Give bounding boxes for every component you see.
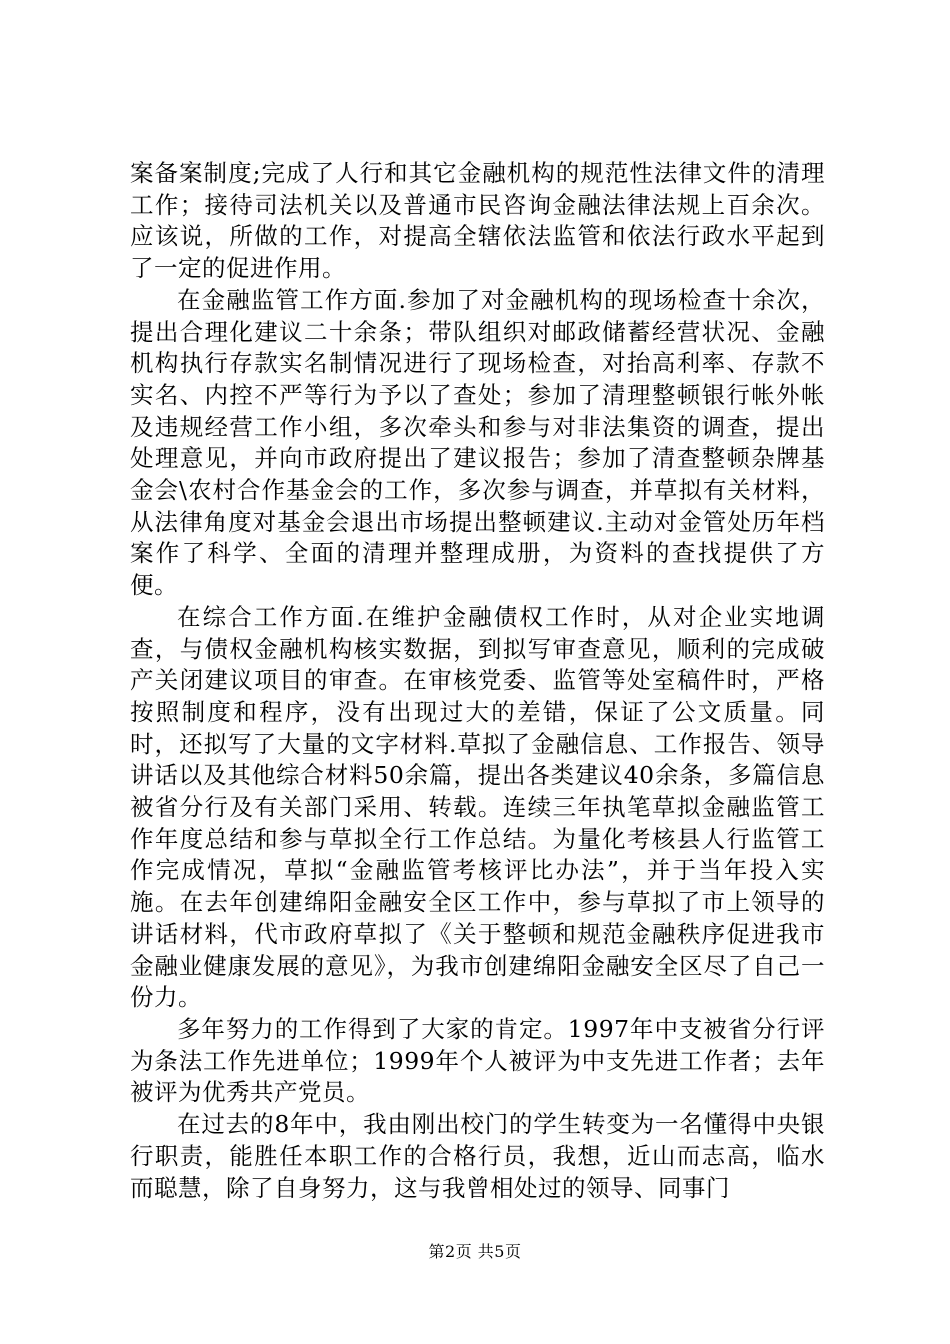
paragraph-continuation: 案备案制度;完成了人行和其它金融机构的规范性法律文件的清理工作；接待司法机关以及普通市民咨询金融法律法规上百余次。应该说，所做的工作，对提高全辖依法监管和依法行政水平起到了一定的促进作用。 [130,159,825,283]
paragraph-reflection: 在过去的8年中，我由刚出校门的学生转变为一名懂得中央银行职责，能胜任本职工作的合格行员，我想，近山而志高，临水而聪慧，除了自身努力，这与我曾相处过的领导、同事门 [130,1110,825,1202]
document-body [130,158,825,1204]
paragraph-financial-supervision: 在金融监管工作方面.参加了对金融机构的现场检查十余次，提出合理化建议二十余条；带队组织对邮政储蓄经营状况、金融机构执行存款实名制情况进行了现场检查，对抬高利率、存款不实名、内控不严等行为予以了查处；参加了清理整顿银行帐外帐及违规经营工作小组，多次牵头和参与对非法集资的调查，提出处理意见，并向市政府提出了建议报告；参加了清查整顿杂牌基金会\农村合作基金会的工作，多次参与调查，并草拟有关材料，从法律角度对基金会退出市场提出整顿建议.主动对金管处历年档案作了科学、全面的清理并整理成册，为资料的查找提供了方便。 [130,285,825,600]
page-number-footer: 第2页 共5页 [428,1242,522,1261]
paragraph-recognition: 多年努力的工作得到了大家的肯定。1997年中支被省分行评为条法工作先进单位；1999年个人被评为中支先进工作者；去年被评为优秀共产党员。 [130,1014,825,1107]
paragraph-comprehensive-work: 在综合工作方面.在维护金融债权工作时，从对企业实地调查，与债权金融机构核实数据，到拟写审查意见，顺利的完成破产关闭建议项目的审查。在审核党委、监管等处室稿件时，严格按照制度和程序，没有出现过大的差错，保证了公文质量。同时，还拟写了大量的文字材料.草拟了金融信息、工作报告、领导讲话以及其他综合材料50余篇，提出各类建议40余条，多篇信息被省分行及有关部门采用、转载。连续三年执笔草拟金融监管工作年度总结和参与草拟全行工作总结。为量化考核县人行监管工作完成情况，草拟“金融监管考核评比办法”，并于当年投入实施。在去年创建绵阳金融安全区工作中，参与草拟了市上领导的讲话材料，代市政府草拟了《关于整顿和规范金融秩序促进我市金融业健康发展的意见》，为我市创建绵阳金融安全区尽了自己一份力。 [130,602,825,1012]
